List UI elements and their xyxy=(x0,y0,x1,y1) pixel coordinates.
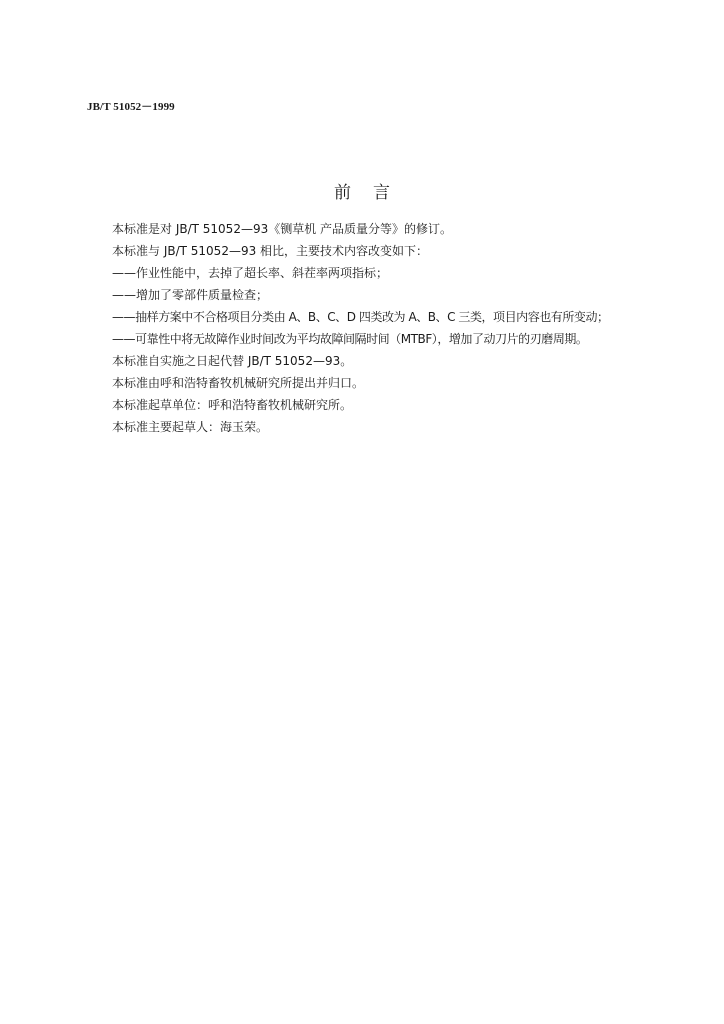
foreword-line: 本标准与 JB/T 51052—93 相比，主要技术内容改变如下： xyxy=(112,244,429,258)
foreword-body xyxy=(112,218,672,438)
foreword-line: ——作业性能中，去掉了超长率、斜茬率两项指标； xyxy=(112,266,389,280)
page-title: 前言 xyxy=(334,183,412,203)
standard-code: JB/T 51052－1999 xyxy=(87,101,175,113)
foreword-line: 本标准是对 JB/T 51052—93《铡草机 产品质量分等》的修订。 xyxy=(112,222,453,236)
foreword-line: ——抽样方案中不合格项目分类由 A、B、C、D 四类改为 A、B、C 三类，项目内容也有所变动； xyxy=(112,310,609,324)
foreword-line: 本标准自实施之日起代替 JB/T 51052—93。 xyxy=(112,354,353,368)
foreword-line: ——增加了零部件质量检查； xyxy=(112,288,269,302)
foreword-line: 本标准主要起草人：海玉荣。 xyxy=(112,420,269,434)
foreword-line: 本标准由呼和浩特畜牧机械研究所提出并归口。 xyxy=(112,376,365,390)
foreword-line: ——可靠性中将无故障作业时间改为平均故障间隔时间（MTBF），增加了动刀片的刃磨周期。 xyxy=(112,332,588,346)
foreword-line: 本标准起草单位：呼和浩特畜牧机械研究所。 xyxy=(112,398,353,412)
